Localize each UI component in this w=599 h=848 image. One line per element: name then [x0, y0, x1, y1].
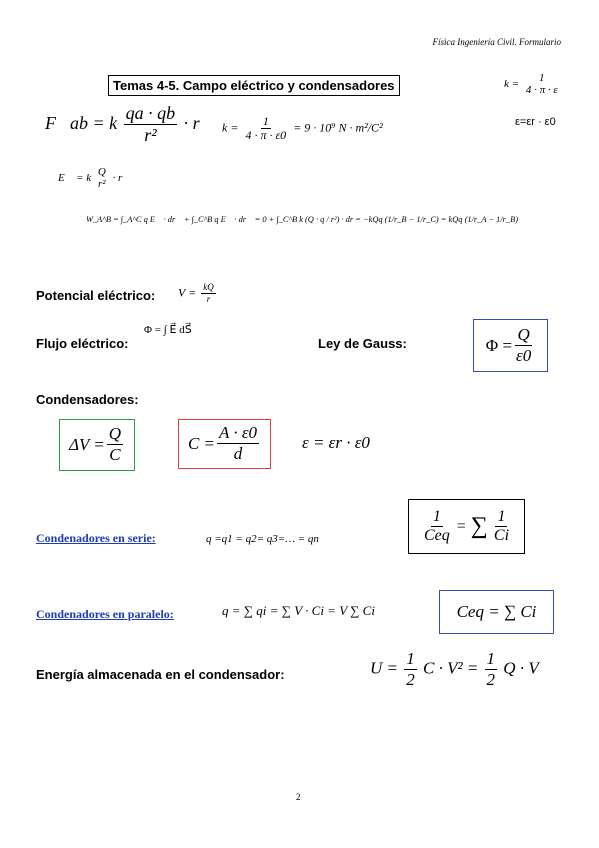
- kval-den: 4 · π · ε0: [245, 128, 287, 143]
- c-num: A · ε0: [219, 423, 258, 443]
- c-lhs: C =: [187, 434, 216, 453]
- kval-lhs: k =: [222, 120, 239, 135]
- series-capacitors-label: Condenadores en serie:: [36, 531, 156, 545]
- fab-lhs: F⃗ab = k: [45, 112, 118, 133]
- efield-den: r²: [98, 178, 106, 191]
- series-lhs-den: Ceq: [423, 526, 450, 544]
- c-fraction: [217, 424, 259, 463]
- potential-num: kQ: [203, 282, 214, 292]
- k-side-num: 1: [538, 72, 545, 84]
- energy-half-2-num: 1: [486, 649, 496, 668]
- potential-label: Potencial eléctrico:: [36, 288, 156, 303]
- fab-fraction: [124, 104, 178, 145]
- fab-den: r²: [144, 124, 157, 145]
- energy-half-2: [485, 650, 498, 689]
- flux-label: Flujo eléctrico:: [36, 336, 129, 351]
- k-value-formula: [222, 115, 383, 143]
- gauss-fraction: [514, 326, 533, 365]
- energy-half-2-den: 2: [486, 669, 496, 689]
- series-rhs-num: 1: [497, 508, 506, 525]
- series-charge-formula: q =q1 = q2= q3=… = qn: [206, 533, 319, 545]
- capacitance-formula-box: [178, 419, 271, 469]
- k-side-lhs: k =: [504, 77, 520, 90]
- dv-fraction: [107, 425, 123, 464]
- dv-den: C: [109, 445, 121, 465]
- series-rhs-den: Ci: [493, 526, 510, 544]
- eps-side-formula: ε=εr · ε0: [515, 116, 556, 128]
- energy-end: Q · V: [503, 658, 539, 678]
- energy-half-1-num: 1: [406, 649, 415, 668]
- efield-lhs: E⃗ = k: [58, 171, 92, 184]
- energy-half-1-den: 2: [406, 669, 415, 689]
- series-sum-symbol: ∑: [470, 513, 488, 539]
- section-title: Temas 4-5. Campo eléctrico y condensadores: [108, 75, 400, 96]
- dv-num: Q: [108, 424, 122, 444]
- potential-lhs: V =: [178, 285, 197, 300]
- fab-rhs: · r⃗: [183, 112, 214, 133]
- work-formula: W_A^B = ∫_A^C q E⃗ · dr⃗ + ∫_C^B q E⃗ · dr⃗ = 0 + ∫_C^B k (Q · q / r²) · dr = −kQq (1/r_B − 1/r_C) = kQq (1/r_A − 1/r_B): [86, 215, 519, 224]
- flux-formula: Φ = ∫ E⃗ dS⃗: [144, 324, 192, 336]
- energy-label: Energía almacenada en el condensador:: [36, 667, 285, 682]
- energy-half-1: [404, 650, 417, 689]
- series-formula-box: [408, 499, 525, 554]
- k-side-formula: [504, 72, 562, 97]
- voltage-formula-box: [59, 419, 135, 471]
- gauss-formula-box: [473, 319, 548, 372]
- series-rhs-fraction: [492, 508, 511, 545]
- efield-fraction: [96, 166, 108, 191]
- gauss-lhs: Φ =: [485, 335, 513, 355]
- kval-fraction: [243, 115, 288, 143]
- gauss-label: Ley de Gauss:: [318, 336, 407, 351]
- potential-den: r: [206, 293, 211, 304]
- dv-lhs: ΔV =: [68, 435, 105, 454]
- potential-formula: [178, 283, 218, 304]
- series-lhs-num: 1: [432, 508, 441, 525]
- fab-num: qa · qb: [125, 103, 176, 123]
- potential-fraction: [201, 283, 216, 304]
- parallel-charge-formula: q = ∑ qi = ∑ V · Ci = V ∑ Ci: [222, 603, 375, 618]
- kval-rhs: = 9 · 10⁹ N · m²/C²: [293, 120, 383, 135]
- gauss-num: Q: [517, 324, 530, 344]
- kval-num: 1: [262, 114, 269, 128]
- coulomb-force-formula: [45, 104, 214, 145]
- parallel-capacitors-label: Condenadores en paralelo:: [36, 607, 174, 621]
- k-side-den: 4 · π · ε: [525, 84, 558, 97]
- series-lhs-fraction: [422, 508, 452, 545]
- energy-mid: C · V² =: [423, 658, 479, 678]
- energy-formula: [370, 650, 539, 689]
- efield-num: Q: [97, 166, 106, 178]
- page-header: Física Ingeniería Civil. Formulario: [432, 37, 561, 47]
- capacitors-label: Condensadores:: [36, 392, 139, 407]
- energy-lhs: U =: [370, 658, 398, 678]
- efield-rhs: · r⃗: [112, 171, 131, 184]
- electric-field-formula: [58, 166, 131, 191]
- parallel-formula-box: Ceq = ∑ Ci: [439, 590, 554, 634]
- page-number: 2: [296, 792, 301, 802]
- gauss-den: ε0: [516, 345, 532, 365]
- series-eq: =: [456, 517, 466, 535]
- permittivity-formula: ε = εr · ε0: [302, 433, 370, 452]
- k-side-fraction: [524, 72, 560, 97]
- c-den: d: [233, 444, 243, 464]
